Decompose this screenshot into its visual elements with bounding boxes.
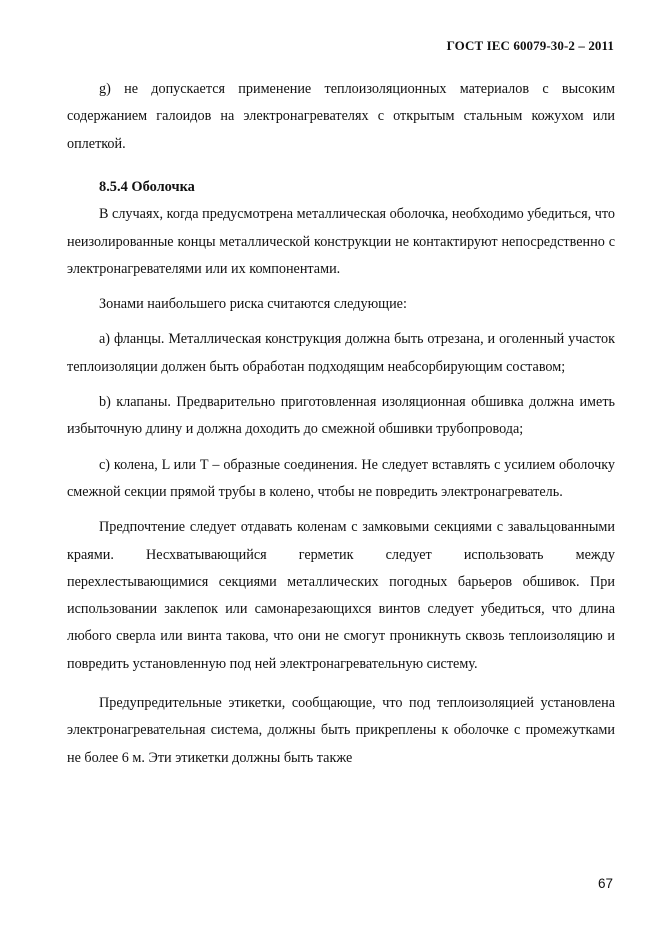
page-number: 67 bbox=[597, 876, 613, 891]
paragraph-4: Предупредительные этикетки, сообщающие, что под теплоизоляцией установлена электронагревательная система, должны быть прикреплены к оболочке с промежутками не более 6 м. Эти этикетки должны быть также bbox=[67, 695, 615, 766]
standard-header: ГОСТ IEC 60079-30-2 – 2011 bbox=[446, 38, 614, 53]
list-item-c: с) колена, L или Т – образные соединения. Не следует вставлять с усилием оболочку смежной секции прямой трубы в колено, чтобы не повредить электронагреватель. bbox=[67, 456, 615, 500]
list-item-g: g) не допускается применение теплоизоляционных материалов с высоким содержанием галоидов на электронагревателях с открытым стальным кожухом или оплеткой. bbox=[67, 81, 615, 152]
body-text-block-1 bbox=[67, 76, 615, 166]
paragraph-3: Предпочтение следует отдавать коленам с замковыми секциями с завальцованными краями. Несхватывающийся герметик следует использовать между перехлестывающимися секциями металлических погодных барьеров обшивок. При использовании заклепок или самонарезающихся винтов следует убедиться, что длина любого сверла или винта такова, что они не смогут проникнуть сквозь теплоизоляцию и повредить установленную под ней электронагревательную систему. bbox=[67, 519, 615, 672]
body-text-block-2 bbox=[67, 174, 615, 780]
section-heading: 8.5.4 Оболочка bbox=[99, 179, 195, 195]
paragraph-2: Зонами наибольшего риска считаются следующие: bbox=[99, 296, 407, 313]
list-item-b: b) клапаны. Предварительно приготовленная изоляционная обшивка должна иметь избыточную длину и должна доходить до смежной обшивки трубопровода; bbox=[67, 394, 615, 438]
list-item-a: а) фланцы. Металлическая конструкция должна быть отрезана, и оголенный участок теплоизоляции должен быть обработан подходящим неабсорбирующим составом; bbox=[67, 331, 615, 375]
paragraph-1: В случаях, когда предусмотрена металлическая оболочка, необходимо убедиться, что неизолированные концы металлической конструкции не контактируют непосредственно с электронагревателями или их компонентами. bbox=[67, 206, 615, 277]
